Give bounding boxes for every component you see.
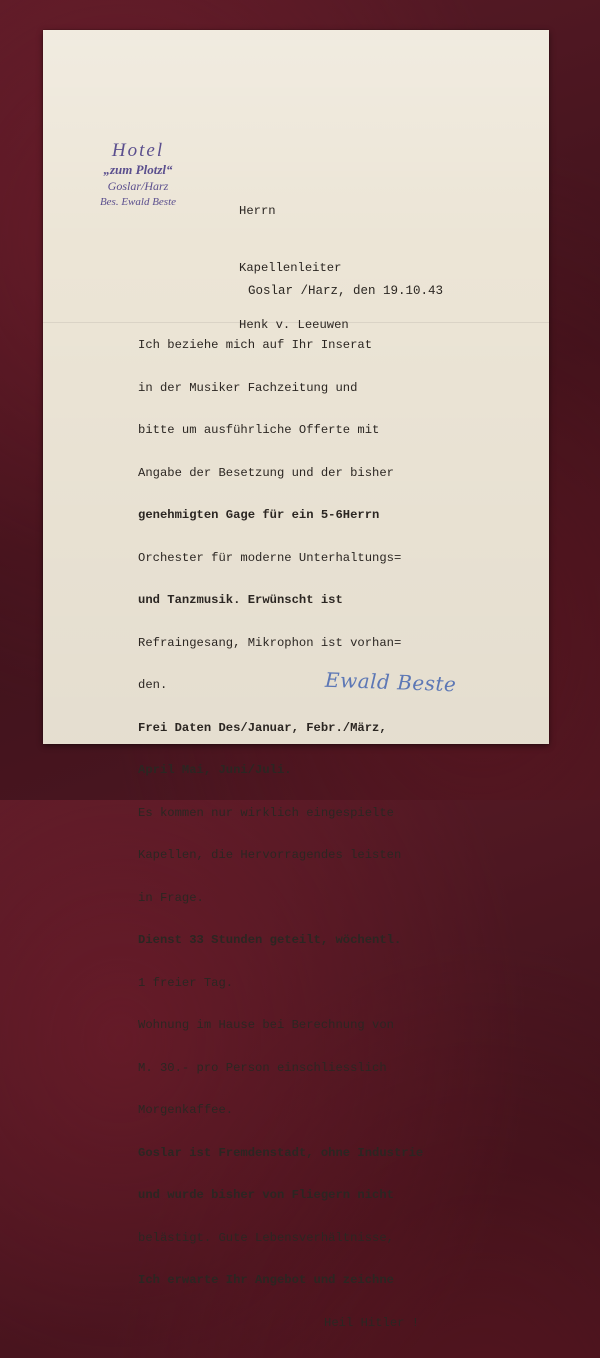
body-line: Angabe der Besetzung und der bisher (138, 465, 394, 480)
body-line: belästigt. Gute Lebensverhältnisse, (138, 1230, 394, 1245)
letter-body (138, 310, 423, 1358)
body-line: Ich erwarte Ihr Angebot und zeichne (138, 1273, 394, 1287)
hotel-stamp (73, 140, 203, 210)
stamp-town: Goslar/Harz (107, 179, 169, 193)
stamp-hotel-name: „zum Plotzl“ (103, 162, 173, 177)
recipient-line: Herrn (239, 204, 276, 218)
body-line: Heil Hitler ! (324, 1315, 420, 1330)
dateline: Goslar /Harz, den 19.10.43 (248, 284, 444, 298)
body-line: genehmigten Gage für ein 5-6Herrn (138, 508, 380, 522)
body-line: Orchester für moderne Unterhaltungs= (138, 550, 402, 565)
body-line: in der Musiker Fachzeitung und (138, 380, 358, 395)
body-line: Kapellen, die Hervorragendes leisten (138, 848, 402, 862)
body-line: Morgenkaffee. (138, 1103, 234, 1117)
body-line: 1 freier Tag. (138, 975, 234, 990)
body-line: und Tanzmusik. Erwünscht ist (138, 593, 343, 607)
body-line: bitte um ausführliche Offerte mit (138, 423, 380, 437)
body-line: und wurde bisher von Fliegern nicht (138, 1188, 394, 1202)
body-line: Ich beziehe mich auf Ihr Inserat (138, 338, 373, 352)
body-line: April Mai, Juni/Juli. (138, 763, 292, 777)
body-line: in Frage. (138, 890, 204, 905)
body-line: den. (138, 678, 168, 692)
body-line: Wohnung im Hause bei Berechnung von (138, 1018, 394, 1032)
body-line: M. 30.- pro Person einschliesslich (138, 1060, 387, 1075)
body-line: Frei Daten Des/Januar, Febr./März, (138, 720, 387, 735)
body-line: Refraingesang, Mikrophon ist vorhan= (138, 635, 402, 650)
recipient-line: Kapellenleiter (239, 261, 342, 275)
body-line: Es kommen nur wirklich eingespielte (138, 805, 394, 820)
recipient-line: Henk v. Leeuwen (239, 318, 349, 332)
body-line: Goslar ist Fremdenstadt, ohne Industrie (138, 1145, 424, 1160)
body-line: Dienst 33 Stunden geteilt, wöchentl. (138, 933, 402, 947)
stamp-hotel: Hotel (111, 140, 165, 161)
letter-paper (43, 30, 549, 1330)
stamp-owner: Bes. Ewald Beste (99, 196, 177, 208)
handwritten-signature: Ewald Beste (324, 667, 457, 697)
